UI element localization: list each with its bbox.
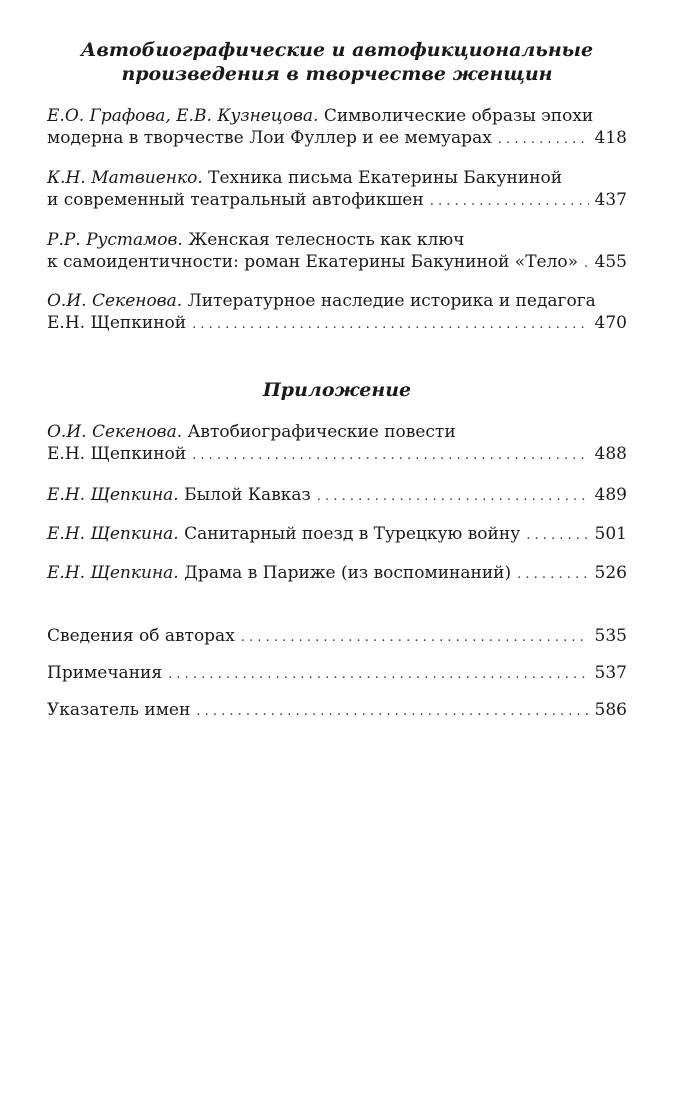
toc-entry-sekenova-stories[interactable] [47, 421, 627, 467]
dot-leader [192, 445, 589, 467]
entry-title: Санитарный поезд в Турецкую войну [184, 524, 521, 544]
toc-entry-sekenova-legacy[interactable] [47, 290, 627, 336]
toc-entry-about-authors[interactable] [47, 625, 627, 649]
dot-leader [196, 701, 589, 723]
section-title-autobiographical [47, 38, 627, 86]
entry-title-line-2: и современный театральный автофикшен [47, 190, 424, 210]
section-title-line-2: произведения в творчестве женщин [121, 63, 553, 85]
entry-title-line-2: к самоидентичности: роман Екатерины Бакуниной «Тело» [47, 252, 579, 272]
toc-entry-notes[interactable] [47, 662, 627, 686]
entry-title-line-1: Техника письма Екатерины Бакуниной [208, 168, 563, 188]
entry-page-number: 537 [594, 663, 627, 683]
entry-page-number: 501 [594, 524, 627, 544]
entry-title-line-2: модерна в творчестве Лои Фуллер и ее мемуарах [47, 128, 492, 148]
entry-page-number: 488 [594, 444, 627, 464]
dot-leader [168, 664, 589, 686]
dot-leader [498, 129, 589, 151]
entry-title: Сведения об авторах [47, 626, 235, 646]
dot-leader [192, 314, 589, 336]
entry-page-number: 535 [594, 626, 627, 646]
entry-author: Е.Н. Щепкина. [47, 524, 179, 544]
entry-page-number: 437 [594, 190, 627, 210]
entry-title-line-2: Е.Н. Щепкиной [47, 313, 187, 333]
entry-title-line-2: Е.Н. Щепкиной [47, 444, 187, 464]
toc-entry-shchepkina-paris[interactable] [47, 562, 627, 586]
entry-author: Е.О. Графова, Е.В. Кузнецова. [47, 106, 319, 126]
dot-leader [584, 253, 589, 275]
entry-author: О.И. Секенова. [47, 291, 183, 311]
dot-leader [241, 627, 589, 649]
dot-leader [517, 564, 589, 586]
entry-title: Указатель имен [47, 700, 191, 720]
entry-title: Примечания [47, 663, 163, 683]
entry-author: Р.Р. Рустамов. [47, 230, 183, 250]
entry-page-number: 586 [594, 700, 627, 720]
toc-entry-grafova-kuznetsova[interactable] [47, 105, 627, 151]
toc-entry-rustamov[interactable] [47, 229, 627, 275]
entry-author: О.И. Секенова. [47, 422, 183, 442]
toc-entry-matvienko[interactable] [47, 167, 627, 213]
section-title-appendix: Приложение [262, 379, 412, 401]
entry-title: Драма в Париже (из воспоминаний) [184, 563, 512, 583]
section-title-line-1: Автобиографические и автофикциональные [80, 39, 594, 61]
entry-title-line-1: Автобиографические повести [187, 422, 456, 442]
entry-author: К.Н. Матвиенко. [47, 168, 203, 188]
entry-title-line-1: Женская телесность как ключ [188, 230, 465, 250]
entry-title: Былой Кавказ [184, 485, 311, 505]
entry-page-number: 526 [594, 563, 627, 583]
entry-page-number: 455 [594, 252, 627, 272]
dot-leader [317, 486, 589, 508]
entry-page-number: 418 [594, 128, 627, 148]
entry-author: Е.Н. Щепкина. [47, 485, 179, 505]
entry-title-line-1: Литературное наследие историка и педагога [187, 291, 596, 311]
entry-title-line-1: Символические образы эпохи [323, 106, 594, 126]
table-of-contents [47, 38, 627, 720]
toc-entry-shchepkina-train[interactable] [47, 523, 627, 547]
toc-entry-shchepkina-caucasus[interactable] [47, 484, 627, 508]
dot-leader [430, 191, 589, 213]
toc-entry-name-index[interactable] [47, 699, 627, 723]
entry-page-number: 470 [594, 313, 627, 333]
dot-leader [526, 525, 589, 547]
entry-author: Е.Н. Щепкина. [47, 563, 179, 583]
entry-page-number: 489 [594, 485, 627, 505]
